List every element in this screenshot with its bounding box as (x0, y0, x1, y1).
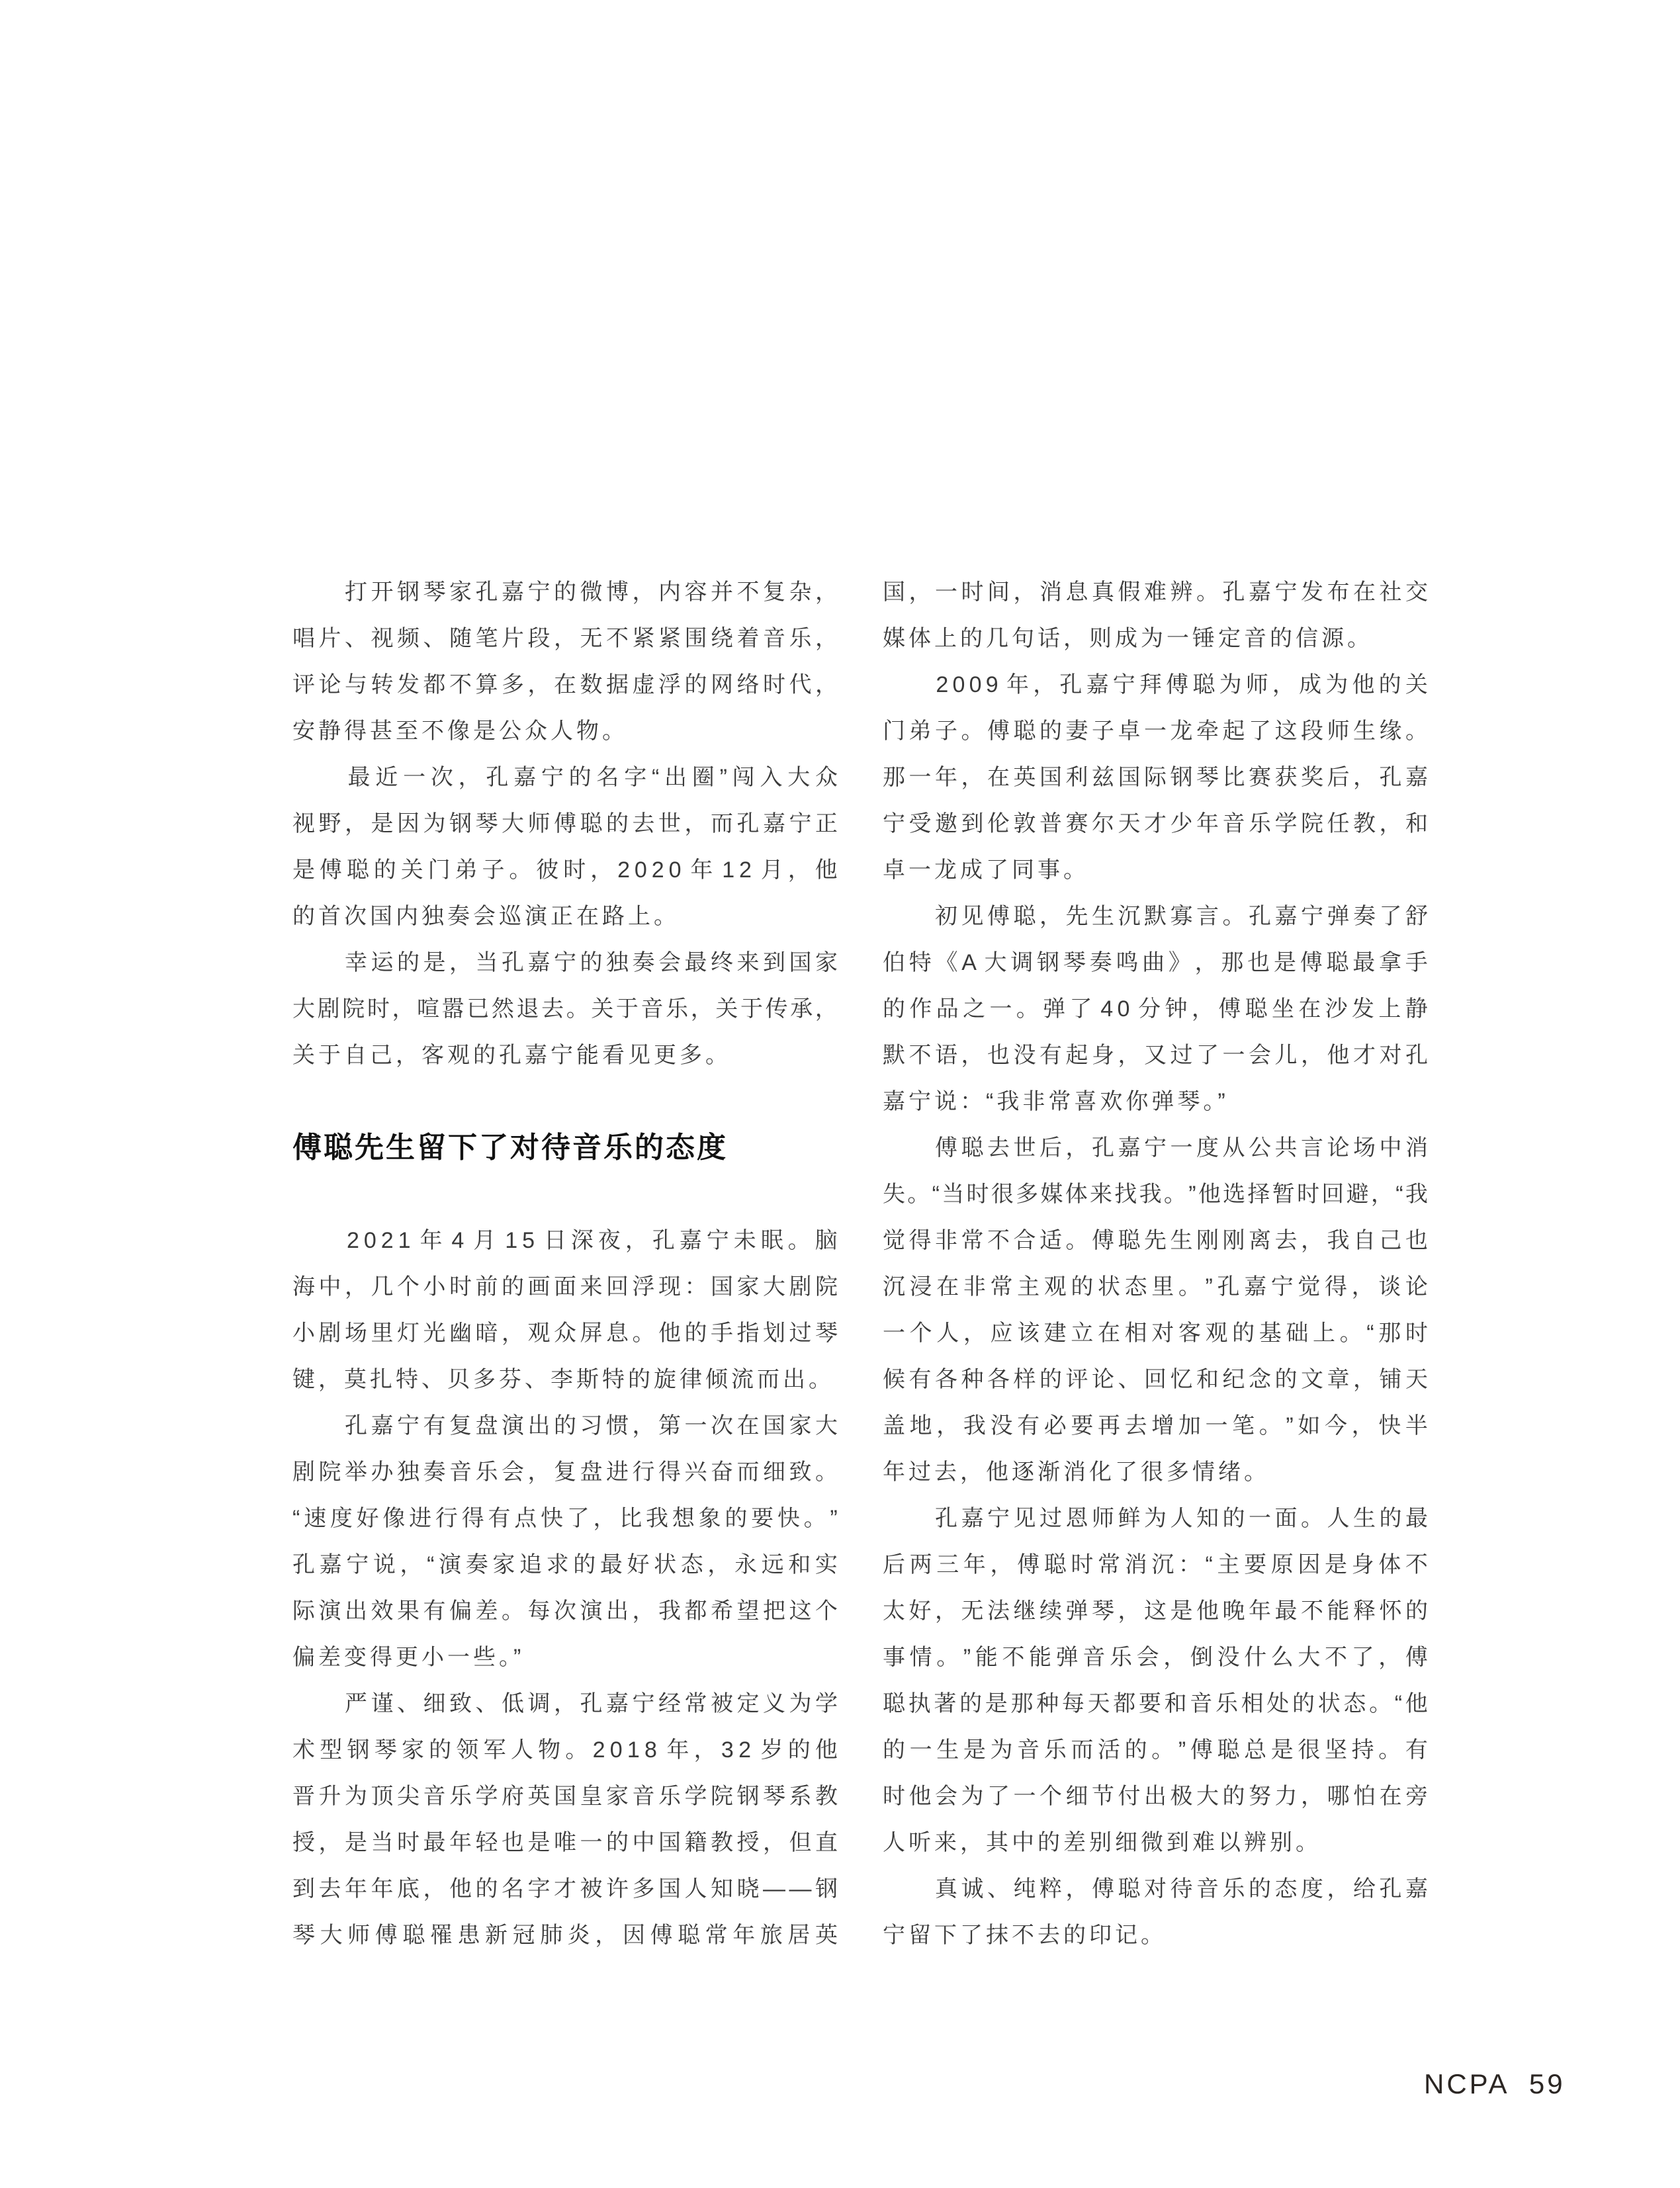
text-line: 候 有 各 种 各 样 的 评 论 、 回 忆 和 纪 念 的 文 章 ， 铺 天 (883, 1367, 1428, 1392)
text-line: 唱 片 、 视 频 、 随 笔 片 段 ， 无 不 紧 紧 围 绕 着 音 乐 ， (292, 626, 838, 651)
text-line: 国 ， 一 时 间 ， 消 息 真 假 难 辨 。 孔 嘉 宁 发 布 在 社 交 (883, 580, 1428, 605)
text-line: 的首次国内独奏会巡演正在路上。 (292, 904, 680, 929)
text-line: 后 两 三 年 ， 傅 聪 时 常 消 沉 ： “ 主 要 原 因 是 身 体 不 (883, 1552, 1428, 1577)
text-line: 太 好 ， 无 法 继 续 弹 琴 ， 这 是 他 晚 年 最 不 能 释 怀 的 (883, 1598, 1428, 1624)
text-line: 孔 嘉 宁 说 ， “ 演 奏 家 追 求 的 最 好 状 态 ， 永 远 和 实 (292, 1552, 838, 1577)
text-line: 事 情 。 ” 能 不 能 弹 音 乐 会 ， 倒 没 什 么 大 不 了 ， 傅 (883, 1645, 1428, 1670)
text-line: 的 作 品 之 一 。 弹 了 4 0 分 钟 ， 傅 聪 坐 在 沙 发 上 静 (883, 996, 1428, 1022)
text-line: 术 型 钢 琴 家 的 领 军 人 物 。 2 0 1 8 年 ， 3 2 岁 的 他 (292, 1737, 838, 1763)
text-line: 年过去，他逐渐消化了很多情绪。 (883, 1460, 1270, 1485)
text-line: 嘉宁说：“我非常喜欢你弹琴。” (883, 1089, 1229, 1114)
text-line: 际 演 出 效 果 有 偏 差 。 每 次 演 出 ， 我 都 希 望 把 这 个 (292, 1598, 838, 1624)
text-line: 宁留下了抹不去的印记。 (883, 1923, 1167, 1948)
text-line: 一 个 人 ， 应 该 建 立 在 相 对 客 观 的 基 础 上 。 “ 那 时 (883, 1321, 1428, 1346)
text-line: 宁 受 邀 到 伦 敦 普 赛 尔 天 才 少 年 音 乐 学 院 任 教 ， 和 (883, 811, 1428, 836)
text-line: 孔 嘉 宁 见 过 恩 师 鲜 为 人 知 的 一 面 。 人 生 的 最 (935, 1506, 1428, 1531)
text-line: 到 去 年 年 底 ， 他 的 名 字 才 被 许 多 国 人 知 晓 — — 钢 (292, 1876, 838, 1902)
text-line: 卓一龙成了同事。 (883, 857, 1089, 883)
text-line: 大 剧 院 时 ， 喧 嚣 已 然 退 去 。 关 于 音 乐 ， 关 于 传 承 ， (292, 996, 838, 1022)
text-line: 媒体上的几句话，则成为一锤定音的信源。 (883, 626, 1373, 651)
text-line: 沉 浸 在 非 常 主 观 的 状 态 里 。 ” 孔 嘉 宁 觉 得 ， 谈 论 (883, 1274, 1428, 1299)
text-line: “ 速 度 好 像 进 行 得 有 点 快 了 ， 比 我 想 象 的 要 快 。 ” (292, 1506, 838, 1531)
text-line: 真 诚 、 纯 粹 ， 傅 聪 对 待 音 乐 的 态 度 ， 给 孔 嘉 (935, 1876, 1428, 1902)
text-line: 失 。 “ 当 时 很 多 媒 体 来 找 我 。 ” 他 选 择 暂 时 回 避 ， “ 我 (883, 1182, 1428, 1207)
text-line: 聪 执 著 的 是 那 种 每 天 都 要 和 音 乐 相 处 的 状 态 。 “ 他 (883, 1691, 1428, 1716)
text-line: 打 开 钢 琴 家 孔 嘉 宁 的 微 博 ， 内 容 并 不 复 杂 ， (345, 580, 838, 605)
text-line: 默 不 语 ， 也 没 有 起 身 ， 又 过 了 一 会 儿 ， 他 才 对 孔 (883, 1043, 1428, 1068)
text-line: 门 弟 子 。 傅 聪 的 妻 子 卓 一 龙 牵 起 了 这 段 师 生 缘 。 (883, 719, 1428, 744)
text-line: 小 剧 场 里 灯 光 幽 暗 ， 观 众 屏 息 。 他 的 手 指 划 过 琴 (292, 1321, 838, 1346)
text-line: 偏差变得更小一些。” (292, 1645, 525, 1670)
text-line: 晋 升 为 顶 尖 音 乐 学 府 英 国 皇 家 音 乐 学 院 钢 琴 系 教 (292, 1784, 838, 1809)
text-line: 授 ， 是 当 时 最 年 轻 也 是 唯 一 的 中 国 籍 教 授 ， 但 直 (292, 1830, 838, 1855)
text-line: 那 一 年 ， 在 英 国 利 兹 国 际 钢 琴 比 赛 获 奖 后 ， 孔 嘉 (883, 765, 1428, 790)
text-line: 剧 院 举 办 独 奏 音 乐 会 ， 复 盘 进 行 得 兴 奋 而 细 致 。 (292, 1460, 838, 1485)
text-line: 琴 大 师 傅 聪 罹 患 新 冠 肺 炎 ， 因 傅 聪 常 年 旅 居 英 (292, 1923, 838, 1948)
text-line: 孔 嘉 宁 有 复 盘 演 出 的 习 惯 ， 第 一 次 在 国 家 大 (345, 1413, 838, 1438)
text-line: 2 0 0 9 年 ， 孔 嘉 宁 拜 傅 聪 为 师 ， 成 为 他 的 关 (936, 672, 1428, 697)
text-line: 盖 地 ， 我 没 有 必 要 再 去 增 加 一 笔 。 ” 如 今 ， 快 半 (883, 1413, 1428, 1438)
text-line: 视 野 ， 是 因 为 钢 琴 大 师 傅 聪 的 去 世 ， 而 孔 嘉 宁 正 (292, 811, 838, 836)
text-line: 是 傅 聪 的 关 门 弟 子 。 彼 时 ， 2 0 2 0 年 1 2 月 ， 他 (292, 857, 838, 883)
text-line: 安静得甚至不像是公众人物。 (292, 719, 628, 744)
text-line: 2 0 2 1 年 4 月 1 5 日 深 夜 ， 孔 嘉 宁 未 眠 。 脑 (346, 1228, 838, 1253)
text-line: 人听来，其中的差别细微到难以辨别。 (883, 1830, 1321, 1855)
text-line: 严 谨 、 细 致 、 低 调 ， 孔 嘉 宁 经 常 被 定 义 为 学 (345, 1691, 838, 1716)
text-line: 初 见 傅 聪 ， 先 生 沉 默 寡 言 。 孔 嘉 宁 弹 奏 了 舒 (935, 904, 1428, 929)
section-heading: 傅聪先生留下了对待音乐的态度 (292, 1131, 728, 1164)
text-line: 觉 得 非 常 不 合 适 。 傅 聪 先 生 刚 刚 离 去 ， 我 自 己 也 (883, 1228, 1428, 1253)
text-line: 关于自己，客观的孔嘉宁能看见更多。 (292, 1043, 731, 1068)
text-line: 的 一 生 是 为 音 乐 而 活 的 。 ” 傅 聪 总 是 很 坚 持 。 有 (883, 1737, 1428, 1763)
text-line: 海 中 ， 几 个 小 时 前 的 画 面 来 回 浮 现 ： 国 家 大 剧 院 (292, 1274, 838, 1299)
text-line: 时 他 会 为 了 一 个 细 节 付 出 极 大 的 努 力 ， 哪 怕 在 旁 (883, 1784, 1428, 1809)
page-number: NCPA 59 (1424, 2068, 1566, 2099)
text-line: 傅 聪 去 世 后 ， 孔 嘉 宁 一 度 从 公 共 言 论 场 中 消 (935, 1135, 1428, 1160)
text-line: 键，莫扎特、贝多芬、李斯特的旋律倾流而出。 (292, 1367, 834, 1392)
text-line: 评 论 与 转 发 都 不 算 多 ， 在 数 据 虚 浮 的 网 络 时 代 ， (292, 672, 838, 697)
text-line: 伯 特 《 A 大 调 钢 琴 奏 鸣 曲 》 ， 那 也 是 傅 聪 最 拿 手 (883, 950, 1428, 975)
text-line: 最 近 一 次 ， 孔 嘉 宁 的 名 字 “ 出 圈 ” 闯 入 大 众 (347, 765, 838, 790)
text-line: 幸 运 的 是 ， 当 孔 嘉 宁 的 独 奏 会 最 终 来 到 国 家 (345, 950, 838, 975)
